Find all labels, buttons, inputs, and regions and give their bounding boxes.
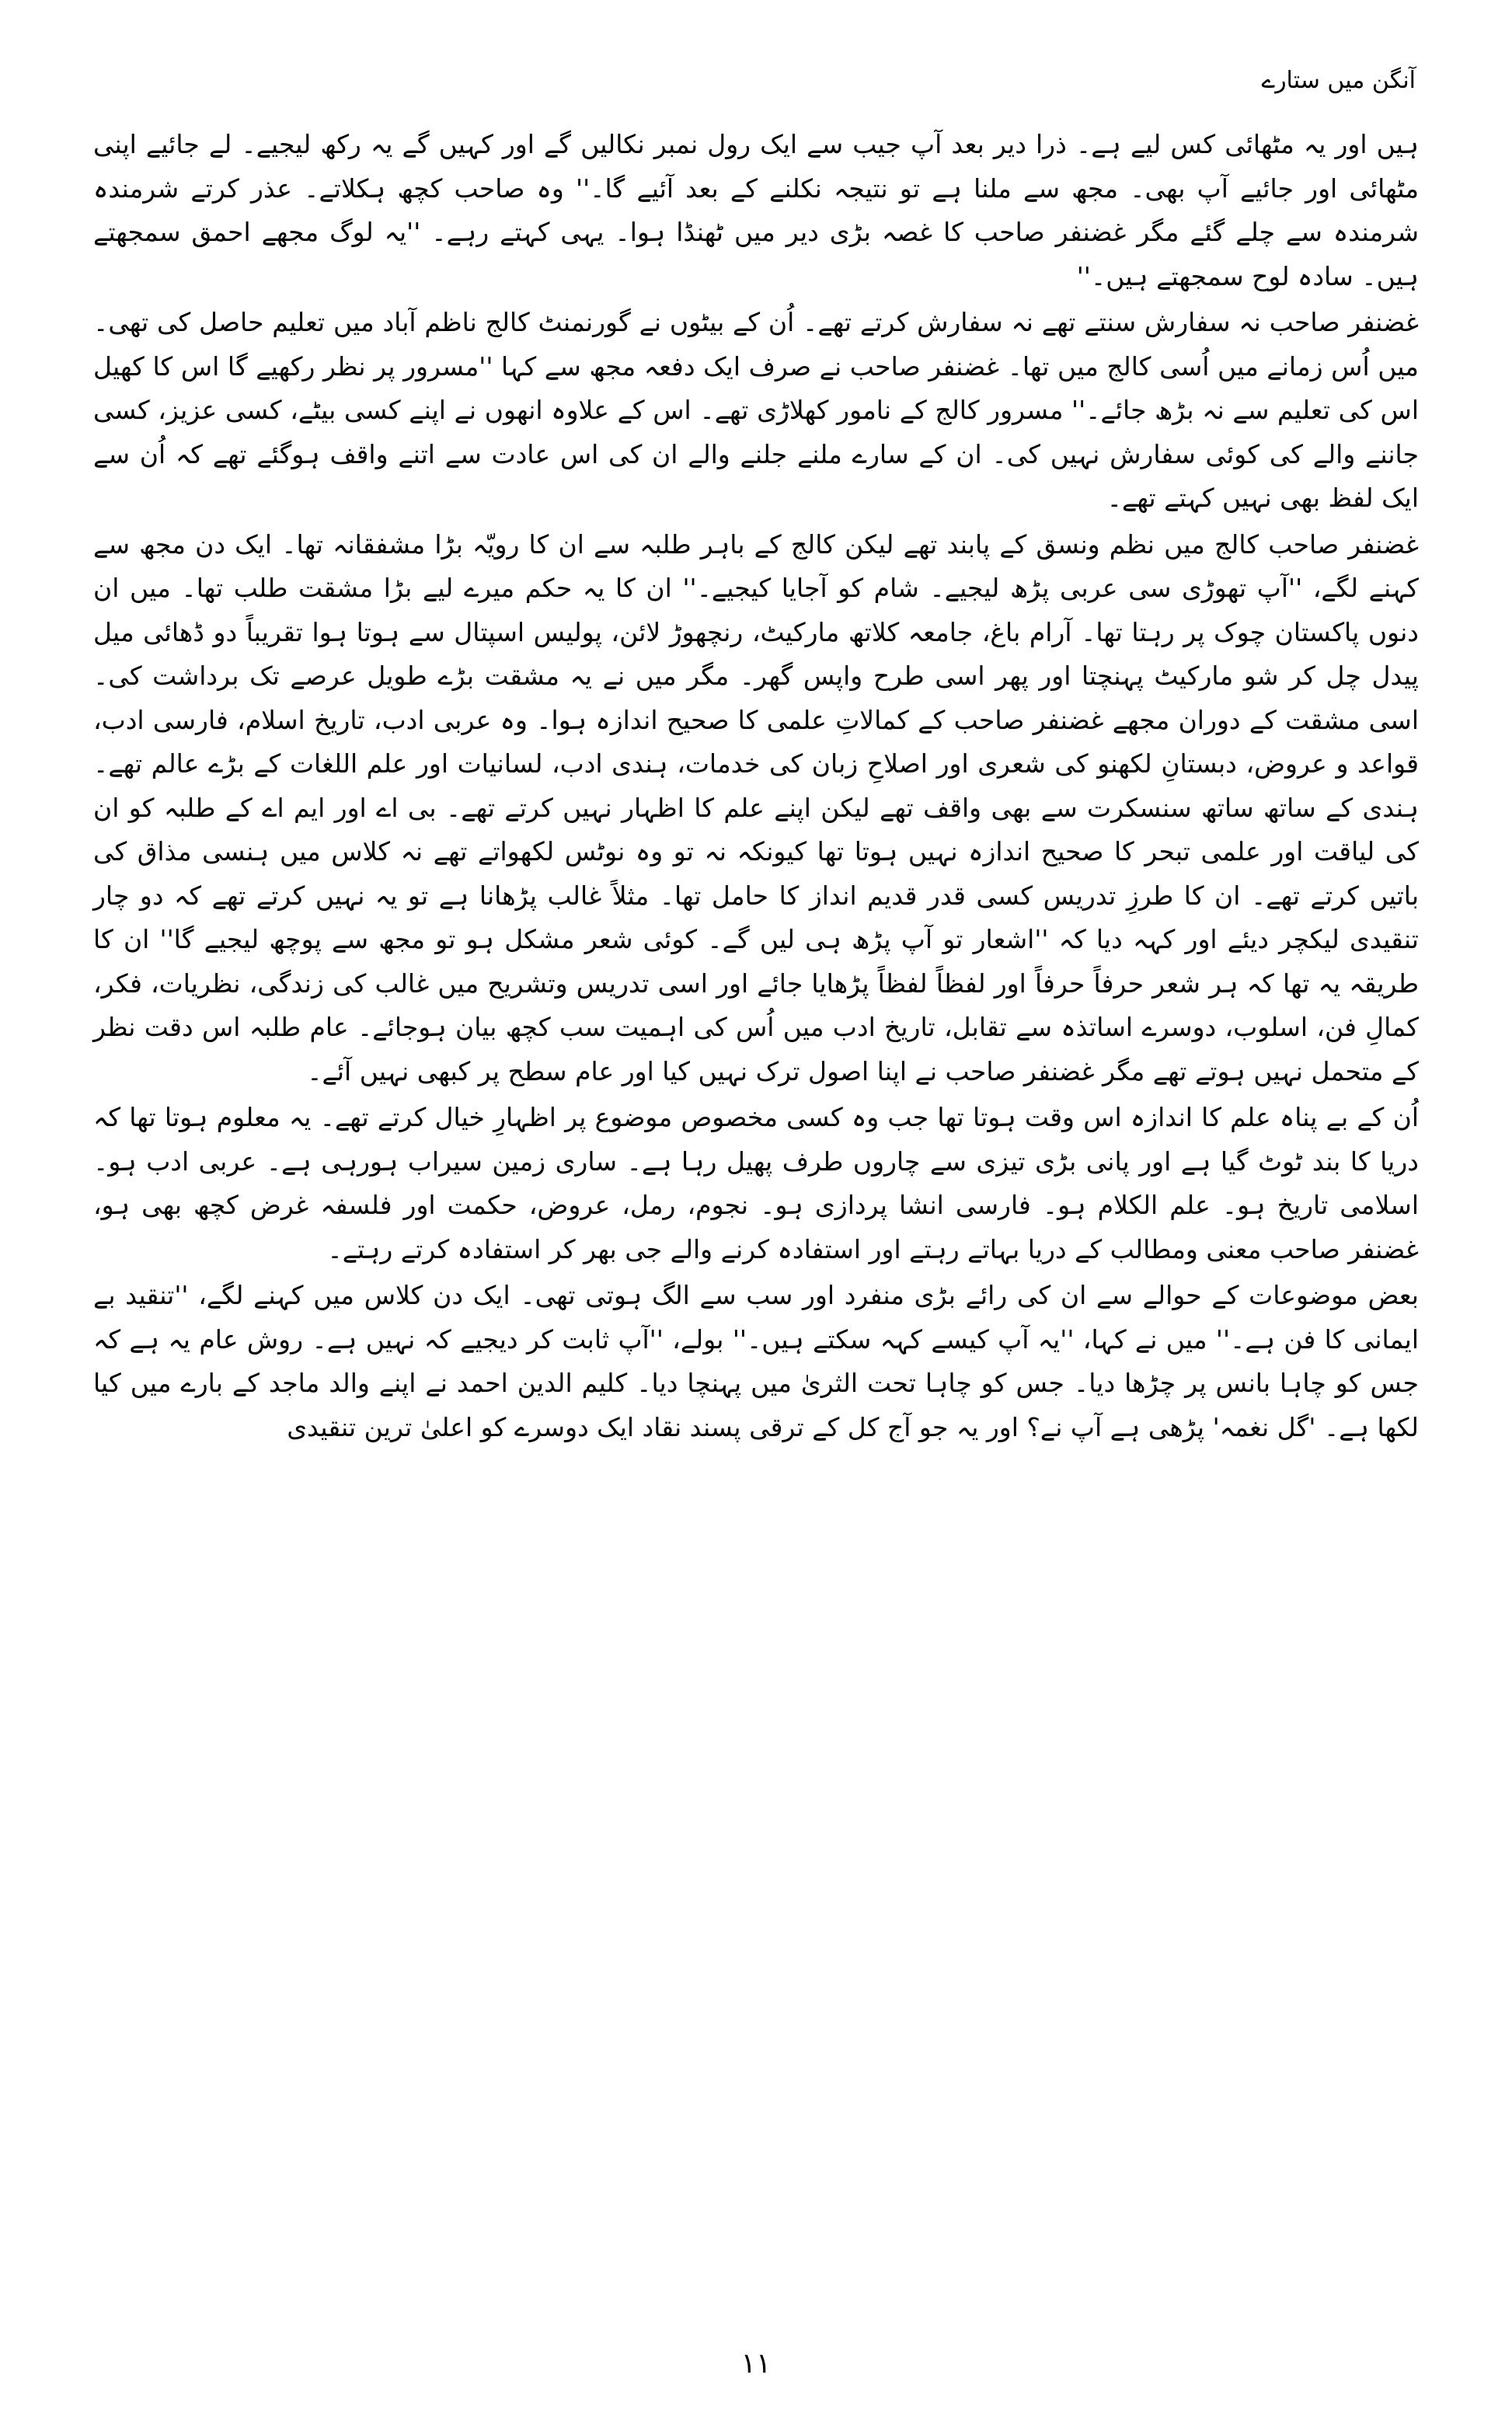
paragraph: ہیں اور یہ مٹھائی کس لیے ہے۔ ذرا دیر بعد آپ جیب سے ایک رول نمبر نکالیں گے اور کہیں گے یہ رکھ لیجیے۔ لے جائیے اپنی مٹھائی اور جائیے آپ بھی۔ مجھ سے ملنا ہے تو نتیجہ نکلنے کے بعد آئیے گا۔'' وہ صاحب کچھ ہکلاتے۔ عذر کرتے شرمندہ شرمندہ سے چلے گئے مگر غضنفر صاحب کا غصہ بڑی دیر میں ٹھنڈا ہوا۔ یہی کہتے رہے۔ ''یہ لوگ مجھے احمق سمجھتے ہیں۔ سادہ لوح سمجھتے ہیں۔'' (93, 129, 1419, 291)
paragraph: بعض موضوعات کے حوالے سے ان کی رائے بڑی منفرد اور سب سے الگ ہوتی تھی۔ ایک دن کلاس میں کہنے لگے، ''تنقید بے ایمانی کا فن ہے۔'' میں نے کہا، ''یہ آپ کیسے کہہ سکتے ہیں۔'' بولے، ''آپ ثابت کر دیجیے کہ نہیں ہے۔ روش عام یہ ہے کہ جس کو چاہا بانس پر چڑھا دیا۔ جس کو چاہا تحت الثریٰ میں پہنچا دیا۔ کلیم الدین احمد نے اپنے والد ماجد کے بارے میں کیا لکھا ہے۔ 'گل نغمہ' پڑھی ہے آپ نے؟ اور یہ جو آج کل کے ترقی پسند نقاد ایک دوسرے کو اعلیٰ ترین تنقیدی (93, 1280, 1419, 1442)
body-text (93, 123, 1419, 1452)
page-number: ۱۱ (740, 2348, 772, 2380)
paragraph: غضنفر صاحب نہ سفارش سنتے تھے نہ سفارش کرتے تھے۔ اُن کے بیٹوں نے گورنمنٹ کالج ناظم آباد میں تعلیم حاصل کی تھی۔ میں اُس زمانے میں اُسی کالج میں تھا۔ غضنفر صاحب نے صرف ایک دفعہ مجھ سے کہا ''مسرور پر نظر رکھیے گا اس کا کھیل اس کی تعلیم سے نہ بڑھ جائے۔'' مسرور کالج کے نامور کھلاڑی تھے۔ اس کے علاوہ انھوں نے اپنے کسی بیٹے، کسی عزیز، کسی جاننے والے کی کوئی سفارش نہیں کی۔ ان کے سارے ملنے جلنے والے ان کی اس عادت سے اتنے واقف ہوگئے تھے کہ اُن سے ایک لفظ بھی نہیں کہتے تھے۔ (93, 307, 1419, 513)
paragraph: اُن کے بے پناہ علم کا اندازہ اس وقت ہوتا تھا جب وہ کسی مخصوص موضوع پر اظہارِ خیال کرتے تھے۔ یہ معلوم ہوتا تھا کہ دریا کا بند ٹوٹ گیا ہے اور پانی بڑی تیزی سے چاروں طرف پھیل رہا ہے۔ ساری زمین سیراب ہورہی ہے۔ عربی ادب ہو۔ اسلامی تاریخ ہو۔ علم الکلام ہو۔ فارسی انشا پردازی ہو۔ نجوم، رمل، عروض، حکمت اور فلسفہ غرض کچھ بھی ہو، غضنفر صاحب معنی ومطالب کے دریا بہاتے رہتے اور استفادہ کرنے والے جی بھر کر استفادہ کرتے رہتے۔ (93, 1102, 1419, 1264)
running-head: آنگن میں ستارے (1261, 67, 1416, 94)
paragraph: غضنفر صاحب کالج میں نظم ونسق کے پابند تھے لیکن کالج کے باہر طلبہ سے ان کا رویّہ بڑا مشفقانہ تھا۔ ایک دن مجھ سے کہنے لگے، ''آپ تھوڑی سی عربی پڑھ لیجیے۔ شام کو آجایا کیجیے۔'' ان کا یہ حکم میرے لیے بڑا مشقت طلب تھا۔ میں ان دنوں پاکستان چوک پر رہتا تھا۔ آرام باغ، جامعہ کلاتھ مارکیٹ، رنچھوڑ لائن، پولیس اسپتال سے ہوتا ہوا تقریباً دو ڈھائی میل پیدل چل کر شو مارکیٹ پہنچتا اور پھر اسی طرح واپس گھر۔ مگر میں نے یہ مشقت بڑے طویل عرصے تک برداشت کی۔ اسی مشقت کے دوران مجھے غضنفر صاحب کے کمالاتِ علمی کا صحیح اندازہ ہوا۔ وہ عربی ادب، تاریخ اسلام، فارسی ادب، قواعد و عروض، دبستانِ لکھنو کی شعری اور اصلاحِ زبان کی خدمات، ہندی ادب، لسانیات اور علم اللغات کے بڑے عالم تھے۔ ہندی کے ساتھ ساتھ سنسکرت سے بھی واقف تھے لیکن اپنے علم کا اظہار نہیں کرتے تھے۔ بی اے اور ایم اے کے طلبہ کو ان کی لیاقت اور علمی تبحر کا صحیح اندازہ نہیں ہوتا تھا کیونکہ نہ تو وہ نوٹس لکھواتے تھے نہ کلاس میں ہنسی مذاق کی باتیں کرتے تھے۔ ان کا طرزِ تدریس کسی قدر قدیم انداز کا حامل تھا۔ مثلاً غالب پڑھانا ہے تو یہ نہیں کرتے تھے کہ دو چار تنقیدی لیکچر دیئے اور کہہ دیا کہ ''اشعار تو آپ پڑھ ہی لیں گے۔ کوئی شعر مشکل ہو تو مجھ سے پوچھ لیجیے گا'' ان کا طریقہ یہ تھا کہ ہر شعر حرفاً حرفاً اور لفظاً لفظاً پڑھایا جائے اور اسی تدریس وتشریح میں غالب کی زندگی، نظریات، فکر، کمالِ فن، اسلوب، دوسرے اساتذہ سے تقابل، تاریخ ادب میں اُس کی اہمیت سب کچھ بیان ہوجائے۔ عام طلبہ اس دقت نظر کے متحمل نہیں ہوتے تھے مگر غضنفر صاحب نے اپنا اصول ترک نہیں کیا اور عام سطح پر کبھی نہیں آئے۔ (93, 528, 1419, 1086)
